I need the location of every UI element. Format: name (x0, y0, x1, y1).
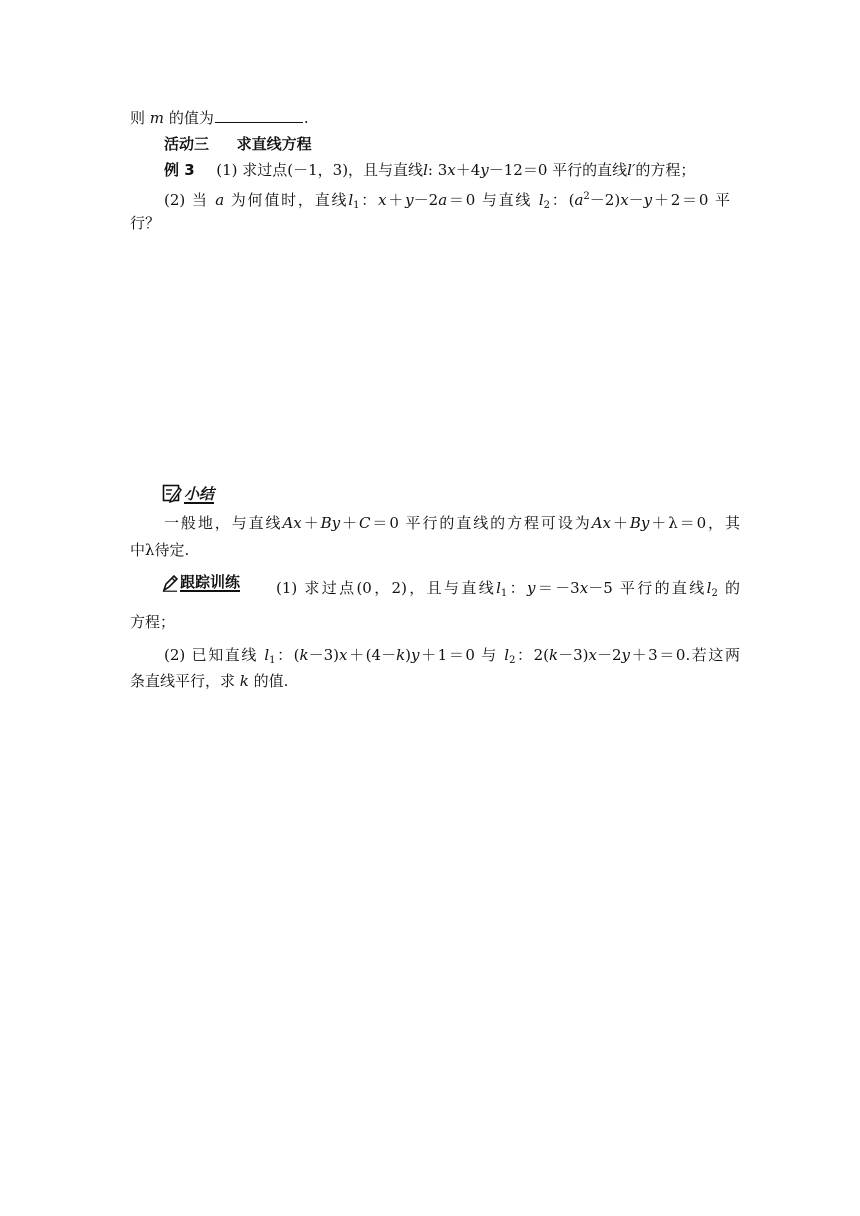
text-fragment: 方程； (130, 613, 176, 631)
practice-part1-continued (130, 611, 740, 633)
text-fragment: C (358, 514, 371, 532)
text-fragment: a (438, 191, 448, 209)
text-fragment: y (643, 191, 653, 209)
text-fragment: Ax (282, 514, 302, 532)
text-fragment: y (480, 161, 489, 179)
text-fragment: l (423, 161, 428, 179)
text-fragment: 2 (711, 588, 718, 599)
text-fragment: －3) (308, 646, 340, 664)
text-fragment: 1 (353, 200, 360, 211)
activity-heading (164, 133, 774, 155)
text-fragment: x (588, 646, 597, 664)
text-fragment: ＋2＝0 平 (652, 191, 730, 209)
text-fragment: ： (507, 579, 527, 597)
practice-badge (162, 574, 240, 592)
text-fragment: 求过点(－1，3)，且与直线 (242, 161, 424, 179)
text-fragment: (2) (164, 191, 186, 209)
text-fragment: 1 (500, 588, 508, 599)
practice-part1 (276, 577, 740, 605)
example3-part2-continued (130, 212, 740, 234)
text-fragment: －2 (413, 191, 439, 209)
text-fragment: 行？ (130, 214, 161, 232)
text-fragment: y (526, 579, 536, 597)
text: . (303, 109, 309, 127)
text-fragment: －3) (558, 646, 589, 664)
example-label: 例 3 (164, 161, 195, 179)
text-fragment: 为何值时，直线 (230, 191, 349, 209)
text-fragment: ＋3＝0.若这两 (630, 646, 740, 664)
text-fragment: 条直线平行，求 (130, 672, 236, 690)
text-fragment: 一般地，与直线 (164, 514, 283, 532)
text-fragment: l (348, 191, 354, 209)
text-fragment: (1) (276, 579, 298, 597)
text: 的值为 (168, 109, 214, 127)
text-fragment: ：( (275, 646, 300, 664)
text-fragment: ＋ (386, 191, 406, 209)
answer-blank[interactable] (215, 108, 303, 123)
practice-part2-continued (130, 670, 740, 692)
text-fragment: x (378, 191, 387, 209)
text-fragment: ＝0 平行的直线的方程可设为 (370, 514, 592, 532)
text-fragment: 2 (509, 655, 516, 666)
text-fragment: (2) (164, 646, 186, 664)
text-fragment: l (496, 579, 501, 597)
text-fragment: ＋λ＝0，其 (649, 514, 740, 532)
text-fragment: －2 (596, 646, 622, 664)
text-fragment: 中λ待定. (130, 541, 190, 559)
pencil-icon (162, 574, 178, 592)
text-fragment: ＋ (340, 514, 359, 532)
text-fragment: (1) (216, 161, 238, 179)
activity-label: 活动三 (164, 135, 210, 153)
text-fragment: ＋(4－ (347, 646, 397, 664)
text-fragment: 求过点(0，2)，且与直线 (304, 579, 497, 597)
text-fragment: x (339, 646, 348, 664)
practice-part2 (164, 644, 740, 672)
text-fragment: y (405, 191, 414, 209)
text-fragment: ＋ (301, 514, 321, 532)
text-fragment: ：( (550, 191, 575, 209)
text-fragment: x (620, 191, 629, 209)
text-fragment: －5 平行的直线 (588, 579, 707, 597)
text-fragment: : 3 (427, 161, 448, 179)
text-fragment: ＋1＝0 与 (419, 646, 498, 664)
summary-badge-label: 小结 (184, 485, 215, 503)
text-fragment: ＋4 (455, 161, 481, 179)
text-fragment: l (706, 579, 712, 597)
example3-part1 (164, 159, 740, 181)
text-fragment: a (574, 191, 584, 209)
text-fragment: －2) (589, 191, 621, 209)
text-fragment: k (299, 646, 309, 664)
text-fragment: By (629, 514, 650, 532)
pencil-note-icon (162, 484, 182, 504)
text-fragment: ： (359, 191, 379, 209)
text: 则 (130, 109, 146, 127)
text-fragment: ：2( (515, 646, 550, 664)
variable-m: m (149, 109, 165, 127)
text-fragment: l′ (627, 161, 636, 179)
text-fragment: x (579, 579, 589, 597)
text-fragment: l (538, 191, 544, 209)
text-fragment: Ax (591, 514, 612, 532)
text-fragment: 2 (583, 191, 590, 202)
text-fragment: 已知直线 (191, 646, 258, 664)
text-fragment: 当 (191, 191, 209, 209)
text-fragment: k (549, 646, 559, 664)
text-fragment: ＝0 与直线 (447, 191, 533, 209)
text-fragment: ＋ (611, 514, 630, 532)
text-fragment: y (621, 646, 631, 664)
text-fragment: a (215, 191, 225, 209)
text-fragment: k (396, 646, 406, 664)
text-fragment: x (447, 161, 456, 179)
summary-body-line1 (164, 512, 740, 534)
activity-title: 求直线方程 (236, 135, 312, 153)
text-fragment: 的方程； (635, 161, 696, 179)
summary-badge (162, 484, 214, 504)
question-fill-blank-line (130, 107, 740, 129)
text-fragment: l (504, 646, 510, 664)
summary-body-line2 (130, 539, 740, 561)
text-fragment: k (239, 672, 249, 690)
text-fragment: 1 (269, 655, 276, 666)
text-fragment: ＝－3 (535, 579, 580, 597)
text-fragment: 的值. (253, 672, 289, 690)
text-fragment: y (411, 646, 420, 664)
text-fragment: －12＝0 平行的直线 (488, 161, 628, 179)
practice-badge-label: 跟踪训练 (180, 573, 241, 591)
text-fragment: By (320, 514, 341, 532)
text-fragment: － (628, 191, 644, 209)
text-fragment: 的 (724, 579, 740, 597)
text-fragment: 2 (543, 200, 550, 211)
text-fragment: l (264, 646, 270, 664)
text-fragment: ) (405, 646, 412, 664)
